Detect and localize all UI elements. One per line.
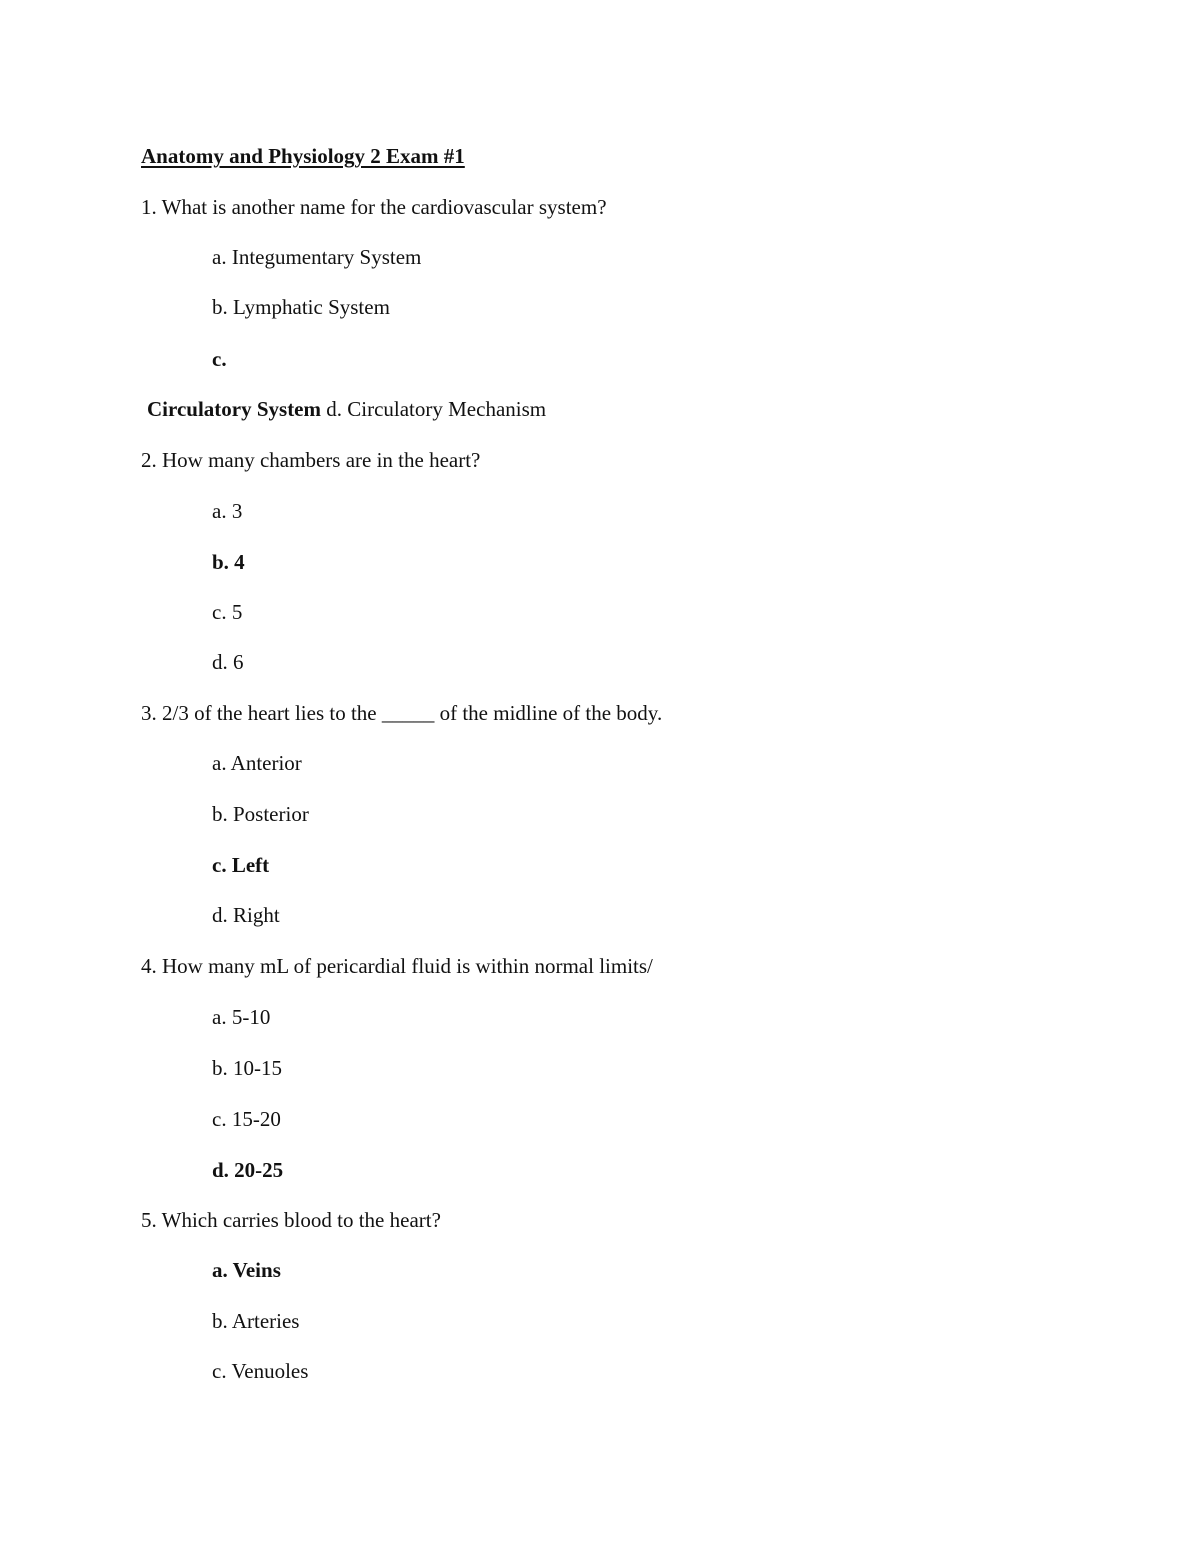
question-2-option-a: a. 3 <box>212 499 243 523</box>
question-2-option-d: d. 6 <box>212 650 244 674</box>
question-1-option-a: a. Integumentary System <box>212 245 422 269</box>
question-1-correct-answer: Circulatory System <box>147 397 321 421</box>
question-3-option-c: c. Left <box>212 853 270 877</box>
question-3-option-d: d. Right <box>212 903 280 927</box>
question-3-option-b: b. Posterior <box>212 802 309 826</box>
question-2-option-c: c. 5 <box>212 600 243 624</box>
question-5-option-a: a. Veins <box>212 1258 281 1282</box>
question-5-option-c: c. Venuoles <box>212 1359 309 1383</box>
question-4-option-b: b. 10-15 <box>212 1056 282 1080</box>
question-1-wrapped-line <box>147 399 546 420</box>
question-4-option-c: c. 15-20 <box>212 1107 281 1131</box>
question-1-option-c: c. <box>212 347 227 371</box>
question-1-text: 1. What is another name for the cardiovascular system? <box>141 195 607 219</box>
question-1-option-d: d. Circulatory Mechanism <box>326 397 547 421</box>
question-4-option-a: a. 5-10 <box>212 1005 271 1029</box>
question-2-option-b: b. 4 <box>212 550 245 574</box>
question-3-text: 3. 2/3 of the heart lies to the _____ of the midline of the body. <box>141 701 663 725</box>
question-4-option-d: d. 20-25 <box>212 1158 284 1182</box>
question-1-option-b: b. Lymphatic System <box>212 295 390 319</box>
exam-title: Anatomy and Physiology 2 Exam #1 <box>141 144 465 168</box>
question-4-text: 4. How many mL of pericardial fluid is within normal limits/ <box>141 954 653 978</box>
question-5-option-b: b. Arteries <box>212 1309 300 1333</box>
question-3-option-a: a. Anterior <box>212 751 302 775</box>
question-5-text: 5. Which carries blood to the heart? <box>141 1208 441 1232</box>
question-2-text: 2. How many chambers are in the heart? <box>141 448 481 472</box>
